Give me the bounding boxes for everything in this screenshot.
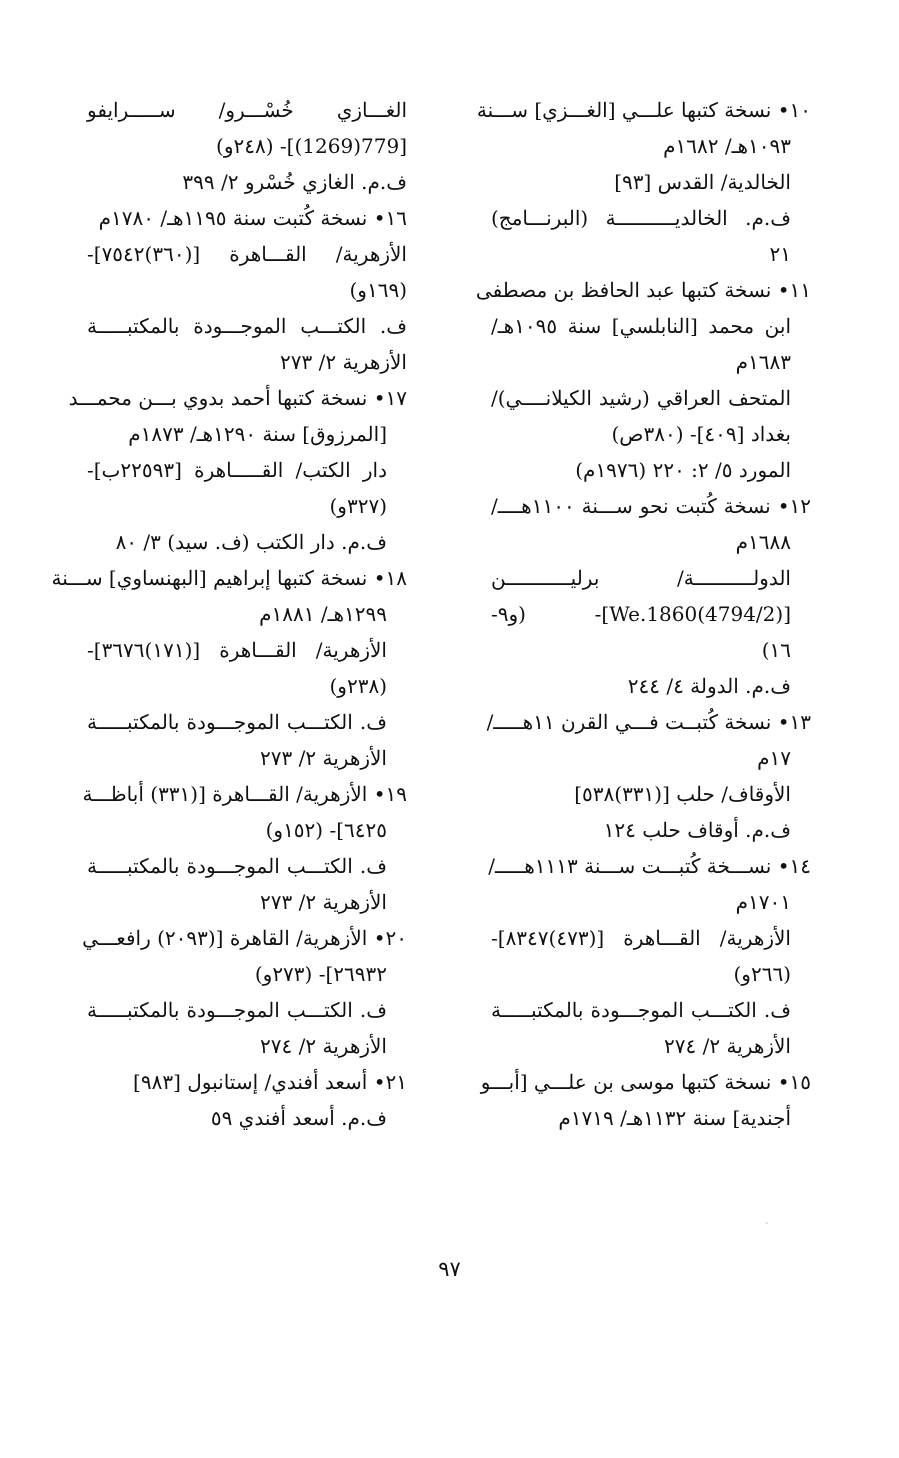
- entry-14-location: الأزهرية/ القـــاهرة [(٤٧٣)٨٣٤٧]-: [491, 926, 791, 950]
- entry-13-location: الأوقاف/ حلب [(٣٣١)٥٣٨]: [574, 782, 791, 806]
- entry-16-line-1: ١٦• نسخة كُتبت سنة ١١٩٥هـ/ ١٧٨٠م: [98, 206, 407, 230]
- entry-12-reference: ف.م. الدولة ٤/ ٢٤٤: [627, 674, 791, 698]
- entry-14-date: ١٧٠١م: [735, 890, 791, 914]
- entry-20-line-2: ٢٦٩٣٢]- (٢٧٣و): [254, 962, 387, 986]
- entry-10-location: الخالدية/ القدس [٩٣]: [614, 170, 791, 194]
- entry-18-folios: (٢٣٨و): [329, 674, 387, 698]
- entry-18-reference: ف. الكتـــب الموجـــودة بالمكتبـــــة: [87, 710, 387, 734]
- entry-20-reference: ف. الكتـــب الموجـــودة بالمكتبـــــة: [87, 998, 387, 1022]
- entry-10-date: ١٠٩٣هـ/ ١٦٨٢م: [663, 134, 791, 158]
- entry-11-date: ١٦٨٣م: [735, 350, 791, 374]
- entry-13-line-1: ١٣• نسخة كُتبــت فـــي القرن ١١هـــــ/: [486, 710, 811, 734]
- entry-16-folios: (١٦٩و): [349, 278, 407, 302]
- entry-11-line-1: ١١• نسخة كتبها عبد الحافظ بن مصطفى: [475, 278, 811, 302]
- entry-13-reference: ف.م. أوقاف حلب ١٢٤: [603, 818, 791, 842]
- entry-20-reference-page: الأزهرية ٢/ ٢٧٤: [260, 1034, 387, 1058]
- entry-14-reference: ف. الكتـــب الموجـــودة بالمكتبـــــة: [491, 998, 791, 1022]
- left-column: [51, 92, 407, 1136]
- entry-15-line-2: أجندية] سنة ١١٣٢هـ/ ١٧١٩م: [558, 1106, 791, 1130]
- entry-15-location: الغـــازي خُسْـــرو/ ســـــرايفو: [87, 98, 407, 122]
- entry-17-reference: ف.م. دار الكتب (ف. سيد) ٣/ ٨٠: [115, 530, 387, 554]
- right-column: [475, 92, 811, 1136]
- entry-14-reference-page: الأزهرية ٢/ ٢٧٤: [664, 1034, 791, 1058]
- entry-16-reference-page: الأزهرية ٢/ ٢٧٣: [280, 350, 407, 374]
- entry-12-shelfmark: [We.1860(4794/2)]- (و٩-: [491, 602, 791, 626]
- entry-19-line-1: ١٩• الأزهرية/ القـــاهرة [(٣٣١) أباظـــة: [82, 782, 407, 806]
- entry-20-line-1: ٢٠• الأزهرية/ القاهرة [(٢٠٩٣) رافعـــي: [82, 926, 407, 950]
- entry-11-line-2: ابن محمد [النابلسي] سنة ١٠٩٥هـ/: [491, 314, 791, 338]
- entry-10-reference-page: ٢١: [769, 242, 791, 266]
- entry-19-reference-page: الأزهرية ٢/ ٢٧٣: [260, 890, 387, 914]
- entry-15-reference: ف.م. الغازي خُسْرو ٢/ ٣٩٩: [182, 170, 407, 194]
- entry-18-line-1: ١٨• نسخة كتبها إبراهيم [البهنساوي] ســـنة: [51, 566, 407, 590]
- entry-14-line-1: ١٤• نســـخة كُتبـــت ســـنة ١١١٣هـــــ/: [488, 854, 811, 878]
- entry-19-line-2: ٦٤٢٥]- (١٥٢و): [265, 818, 387, 842]
- entry-17-location: دار الكتب/ القـــــاهرة [٢٢٥٩٣ب]-: [87, 458, 387, 482]
- entry-15-line-1: ١٥• نسخة كتبها موسى بن علـــي [أبـــو: [480, 1070, 811, 1094]
- entry-10-line-1: ١٠• نسخة كتبها علـــي [الغـــزي] ســـنة: [476, 98, 811, 122]
- entry-11-location: المتحف العراقي (رشيد الكيلانــــي)/: [491, 386, 791, 410]
- entry-15-shelfmark: [779(1269)]- (٢٤٨و): [216, 134, 407, 158]
- entry-18-reference-page: الأزهرية ٢/ ٢٧٣: [260, 746, 387, 770]
- entry-17-folios: (٣٢٧و): [329, 494, 387, 518]
- entry-16-reference: ف. الكتـــب الموجـــودة بالمكتبـــــة: [87, 314, 407, 338]
- entry-18-date: ١٢٩٩هـ/ ١٨٨١م: [259, 602, 387, 626]
- entry-21-reference: ف.م. أسعد أفندي ٥٩: [210, 1106, 387, 1130]
- scan-speck: ˋ: [765, 1223, 770, 1233]
- entry-14-folios: (٢٦٦و): [733, 962, 791, 986]
- entry-17-line-2: [المرزوق] سنة ١٢٩٠هـ/ ١٨٧٣م: [128, 422, 387, 446]
- entry-17-line-1: ١٧• نسخة كتبها أحمد بدوي بـــن محمـــد: [68, 386, 407, 410]
- entry-16-location: الأزهرية/ القـــاهرة [(٣٦٠)٧٥٤٢]-: [87, 242, 407, 266]
- entry-11-reference: المورد ٥/ ٢: ٢٢٠ (١٩٧٦م): [575, 458, 791, 482]
- entry-19-reference: ف. الكتـــب الموجـــودة بالمكتبـــــة: [87, 854, 387, 878]
- entry-13-date: ١٧م: [757, 746, 791, 770]
- entry-11-shelfmark: بغداد [٤٠٩]- (٣٨٠ص): [611, 422, 791, 446]
- entry-21-line-1: ٢١• أسعد أفندي/ إستانبول [٩٨٣]: [133, 1070, 407, 1094]
- entry-12-date: ١٦٨٨م: [735, 530, 791, 554]
- entry-10-reference: ف.م. الخالديــــــــــة (البرنـــامج): [491, 206, 791, 230]
- entry-12-line-1: ١٢• نسخة كُتبت نحو ســـنة ١١٠٠هــــ/: [491, 494, 811, 518]
- page-number: ٩٧: [438, 1257, 461, 1281]
- entry-12-folios: ١٦): [761, 638, 791, 662]
- entry-18-location: الأزهرية/ القـــاهرة [(١٧١)٣٦٧٦]-: [87, 638, 387, 662]
- entry-12-location: الدولــــــــــة/ برليـــــــــــن: [491, 566, 791, 590]
